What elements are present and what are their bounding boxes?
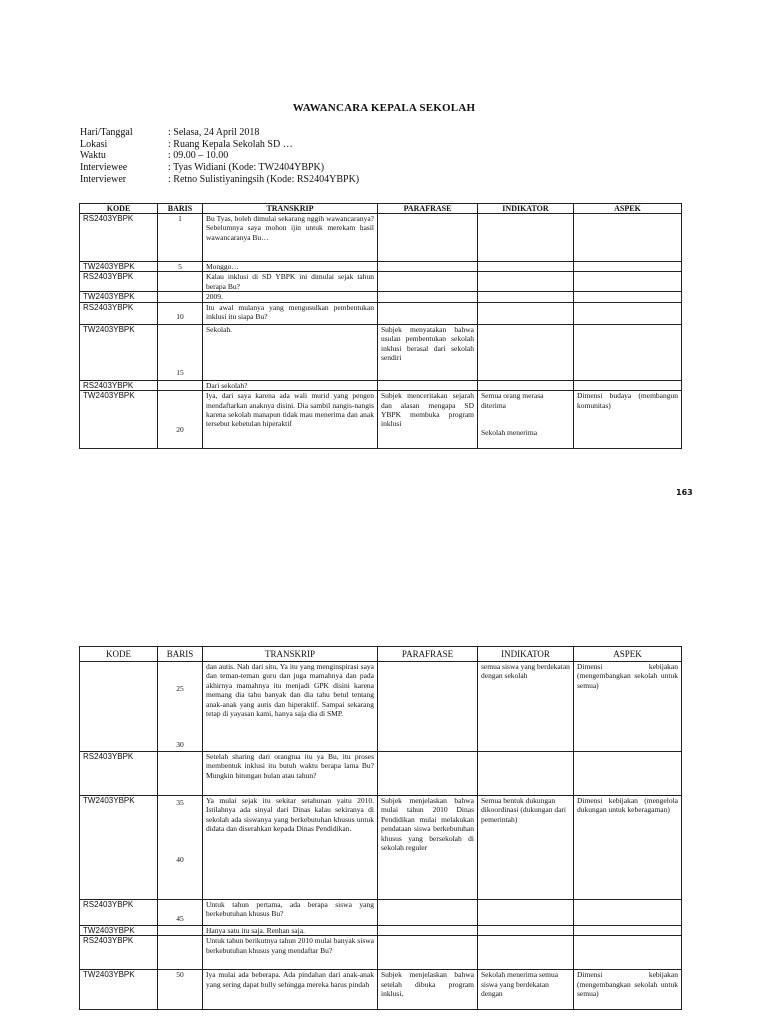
cell-indikator bbox=[478, 752, 574, 796]
header-baris: BARIS bbox=[158, 204, 203, 214]
meta-key: Interviewee bbox=[80, 162, 128, 174]
indikator-text: Semua orang merasa diterima bbox=[481, 391, 544, 410]
table-row bbox=[80, 936, 682, 970]
cell-aspek: Dimensi kebijakan (mengembangkan sekolah untuk semua) bbox=[574, 970, 682, 1010]
table-row bbox=[80, 391, 682, 449]
cell-aspek bbox=[574, 272, 682, 292]
header-kode: KODE bbox=[80, 647, 158, 662]
table-row bbox=[80, 796, 682, 900]
cell-parafrase: Subjek menjelaskan bahwa setelah dibuka program inklusi, bbox=[378, 970, 478, 1010]
cell-parafrase: Subjek menjelaskan bahwa mulai tahun 2010 Dinas Pendidikan mulai melakukan pendataan siswa berkebutuhan khusus yang bersekolah di sekolah reguler bbox=[378, 796, 478, 900]
cell-aspek bbox=[574, 752, 682, 796]
cell-indikator: Sekolah menerima semua siswa yang berdekatan dengan bbox=[478, 970, 574, 1010]
table-header bbox=[80, 204, 682, 214]
meta-value: : Selasa, 24 April 2018 bbox=[168, 127, 260, 138]
cell-kode: RS2403YBPK bbox=[80, 900, 158, 926]
baris-number: 35 bbox=[176, 798, 184, 807]
table-row bbox=[80, 272, 682, 292]
cell-aspek bbox=[574, 262, 682, 272]
cell-transkrip: 2009. bbox=[203, 292, 378, 302]
cell-indikator bbox=[478, 380, 574, 390]
table-row bbox=[80, 302, 682, 324]
cell-aspek bbox=[574, 926, 682, 936]
header-kode: KODE bbox=[80, 204, 158, 214]
cell-baris bbox=[158, 662, 203, 752]
cell-transkrip: Itu awal mulanya yang mengusulkan pembentukan inklusi itu siapa Bu? bbox=[203, 302, 378, 324]
cell-transkrip: Ya mulai sejak itu sekitar setahunan yaitu 2010. Istilahnya ada sinyal dari Dinas kalau sekiranya di sekolah ada siswanya yang berkebutuhan khusus untuk didata dan diserahkan kepada Dinas Pendidikan. bbox=[203, 796, 378, 900]
cell-parafrase bbox=[378, 926, 478, 936]
page-title: WAWANCARA KEPALA SEKOLAH bbox=[292, 102, 476, 114]
cell-indikator bbox=[478, 214, 574, 262]
header-transkrip: TRANSKRIP bbox=[203, 647, 378, 662]
meta-value: : Ruang Kepala Sekolah SD … bbox=[168, 138, 293, 150]
cell-parafrase: Subjek menyatakan bahwa usulan pembentukan sekolah inklusi berasal dari sekolah sendiri bbox=[378, 324, 478, 380]
cell-kode: RS2403YBPK bbox=[80, 380, 158, 390]
cell-kode: TW2403YBPK bbox=[80, 262, 158, 272]
table-row bbox=[80, 926, 682, 936]
cell-parafrase bbox=[378, 262, 478, 272]
cell-indikator bbox=[478, 900, 574, 926]
cell-aspek bbox=[574, 900, 682, 926]
cell-parafrase bbox=[378, 302, 478, 324]
cell-indikator bbox=[478, 262, 574, 272]
cell-transkrip: Dari sekolah? bbox=[203, 380, 378, 390]
cell-transkrip: Kalau inklusi di SD YBPK ini dimulai sejak tahun berapa Bu? bbox=[203, 272, 378, 292]
cell-baris bbox=[158, 292, 203, 302]
header-parafrase: PARAFRASE bbox=[378, 647, 478, 662]
cell-parafrase bbox=[378, 900, 478, 926]
meta-row-interviewer bbox=[80, 174, 359, 186]
cell-kode bbox=[80, 662, 158, 752]
cell-transkrip: Iya mulai ada beberapa. Ada pindahan dari anak-anak yang sering dapat bully sehingga mereka harus pindah bbox=[203, 970, 378, 1010]
cell-indikator bbox=[478, 272, 574, 292]
table-row bbox=[80, 262, 682, 272]
indikator-text-continued: Sekolah menerima bbox=[481, 428, 538, 438]
cell-transkrip: dan autis. Nah dari situ, Ya itu yang menginspirasi saya dan teman-teman guru dan juga mamahnya dan pada akhirnya mamahnya itu menjadi GPK disini karena memang dia tahu banyak dan dia tahu betul tentang anak-anak yang autis dan hiperaktif. Sampai sekarang tetap di yayasan kami, hanya saja dia di SMP. bbox=[203, 662, 378, 752]
table-row bbox=[80, 900, 682, 926]
baris-number: 20 bbox=[176, 425, 184, 435]
cell-kode: TW2403YBPK bbox=[80, 926, 158, 936]
cell-parafrase bbox=[378, 292, 478, 302]
meta-row-location bbox=[80, 139, 359, 151]
meta-row-date bbox=[80, 127, 359, 139]
cell-indikator bbox=[478, 391, 574, 449]
cell-kode: TW2403YBPK bbox=[80, 796, 158, 900]
cell-aspek bbox=[574, 214, 682, 262]
cell-parafrase bbox=[378, 662, 478, 752]
cell-aspek bbox=[574, 936, 682, 970]
cell-aspek bbox=[574, 292, 682, 302]
baris-number: 45 bbox=[176, 913, 184, 923]
cell-transkrip: Untuk tahun berikutnya tahun 2010 mulai banyak siswa berkebutuhan khusus yang mendaftar Bu? bbox=[203, 936, 378, 970]
cell-baris bbox=[158, 926, 203, 936]
cell-baris bbox=[158, 796, 203, 900]
cell-kode: TW2403YBPK bbox=[80, 970, 158, 1010]
header-indikator: INDIKATOR bbox=[478, 204, 574, 214]
cell-kode: RS2403YBPK bbox=[80, 302, 158, 324]
cell-aspek: Dimensi kebijakan (mengembangkan sekolah untuk semua) bbox=[574, 662, 682, 752]
meta-value: : 09.00 – 10.00 bbox=[168, 150, 229, 162]
baris-number: 30 bbox=[176, 739, 184, 749]
cell-indikator bbox=[478, 292, 574, 302]
baris-number: 10 bbox=[176, 312, 184, 322]
meta-row-interviewee bbox=[80, 162, 359, 174]
cell-indikator bbox=[478, 936, 574, 970]
meta-key: Waktu bbox=[80, 150, 106, 162]
table-row bbox=[80, 970, 682, 1010]
cell-indikator: semua siswa yang berdekatan dengan sekolah bbox=[478, 662, 574, 752]
cell-baris bbox=[158, 391, 203, 449]
meta-key: Lokasi bbox=[80, 138, 108, 150]
cell-parafrase: Subjek menceritakan sejarah dan alasan mengapa SD YBPK membuka program inklusi bbox=[378, 391, 478, 449]
header-baris: BARIS bbox=[158, 647, 203, 662]
cell-transkrip: Monggo… bbox=[203, 262, 378, 272]
cell-parafrase bbox=[378, 214, 478, 262]
baris-number: 40 bbox=[176, 855, 184, 864]
cell-baris bbox=[158, 302, 203, 324]
header-transkrip: TRANSKRIP bbox=[203, 204, 378, 214]
page-number: 163 bbox=[676, 488, 693, 497]
cell-aspek: Dimensi budaya (membangun komunitas) bbox=[574, 391, 682, 449]
meta-value: : Tyas Widiani (Kode: TW2404YBPK) bbox=[168, 162, 325, 174]
table-row bbox=[80, 324, 682, 380]
cell-baris bbox=[158, 272, 203, 292]
cell-indikator: Semua bentuk dukungan dikoordinasi (dukungan dari pemerintah) bbox=[478, 796, 574, 900]
cell-baris bbox=[158, 936, 203, 970]
baris-number: 15 bbox=[176, 368, 184, 378]
interview-metadata bbox=[80, 127, 359, 186]
table-row bbox=[80, 214, 682, 262]
cell-baris bbox=[158, 380, 203, 390]
header-parafrase: PARAFRASE bbox=[378, 204, 478, 214]
cell-indikator bbox=[478, 324, 574, 380]
transcript-table-2 bbox=[79, 646, 682, 1010]
table-row bbox=[80, 752, 682, 796]
cell-parafrase bbox=[378, 272, 478, 292]
cell-baris: 50 bbox=[158, 970, 203, 1010]
cell-aspek bbox=[574, 380, 682, 390]
table-row bbox=[80, 292, 682, 302]
cell-baris: 1 bbox=[158, 214, 203, 262]
header-aspek: ASPEK bbox=[574, 647, 682, 662]
cell-baris bbox=[158, 900, 203, 926]
cell-aspek: Dimensi kebijakan (mengelola dukungan untuk keberagaman) bbox=[574, 796, 682, 900]
cell-kode: RS2403YBPK bbox=[80, 272, 158, 292]
cell-baris bbox=[158, 324, 203, 380]
transcript-table-1 bbox=[79, 203, 682, 449]
cell-baris bbox=[158, 752, 203, 796]
cell-kode: TW2403YBPK bbox=[80, 324, 158, 380]
cell-parafrase bbox=[378, 936, 478, 970]
cell-baris: 5 bbox=[158, 262, 203, 272]
cell-transkrip: Iya, dari saya karena ada wali murid yang pengen mendaftarkan anaknya disini. Dia sambil nangis-nangis karena sekolah manapun tidak mau menerima dan anak tersebut kebetulan hiperaktif bbox=[203, 391, 378, 449]
meta-key: Interviewer bbox=[80, 173, 127, 185]
table-row bbox=[80, 662, 682, 752]
cell-kode: TW2403YBPK bbox=[80, 391, 158, 449]
cell-kode: RS2403YBPK bbox=[80, 214, 158, 262]
header-indikator: INDIKATOR bbox=[478, 647, 574, 662]
cell-indikator bbox=[478, 926, 574, 936]
cell-kode: TW2403YBPK bbox=[80, 292, 158, 302]
cell-kode: RS2403YBPK bbox=[80, 752, 158, 796]
cell-transkrip: Setelah sharing dari orangtua itu ya Bu, itu proses membentuk inklusi itu butuh waktu berapa lama Bu? Mungkin hitungan bulan atau tahun? bbox=[203, 752, 378, 796]
baris-number: 25 bbox=[176, 684, 184, 693]
cell-kode: RS2403YBPK bbox=[80, 936, 158, 970]
cell-transkrip: Untuk tahun pertama, ada berapa siswa yang berkebutuhan khusus Bu? bbox=[203, 900, 378, 926]
meta-value: : Retno Sulistiyaningsih (Kode: RS2404YBPK) bbox=[168, 173, 360, 185]
cell-parafrase bbox=[378, 380, 478, 390]
cell-transkrip: Bu Tyas, boleh dimulai sekarang nggih wawancaranya? Sebelumnya saya mohon ijin untuk merekam hasil wawancaranya Bu… bbox=[203, 214, 378, 262]
cell-transkrip: Hanya satu itu saja. Renhan saja. bbox=[203, 926, 378, 936]
header-aspek: ASPEK bbox=[574, 204, 682, 214]
cell-aspek bbox=[574, 302, 682, 324]
cell-transkrip: Sekolah. bbox=[203, 324, 378, 380]
cell-aspek bbox=[574, 324, 682, 380]
meta-row-time bbox=[80, 150, 359, 162]
table-row bbox=[80, 380, 682, 390]
cell-indikator bbox=[478, 302, 574, 324]
meta-key: Hari/Tanggal bbox=[80, 127, 133, 138]
table-header bbox=[80, 647, 682, 662]
cell-parafrase bbox=[378, 752, 478, 796]
